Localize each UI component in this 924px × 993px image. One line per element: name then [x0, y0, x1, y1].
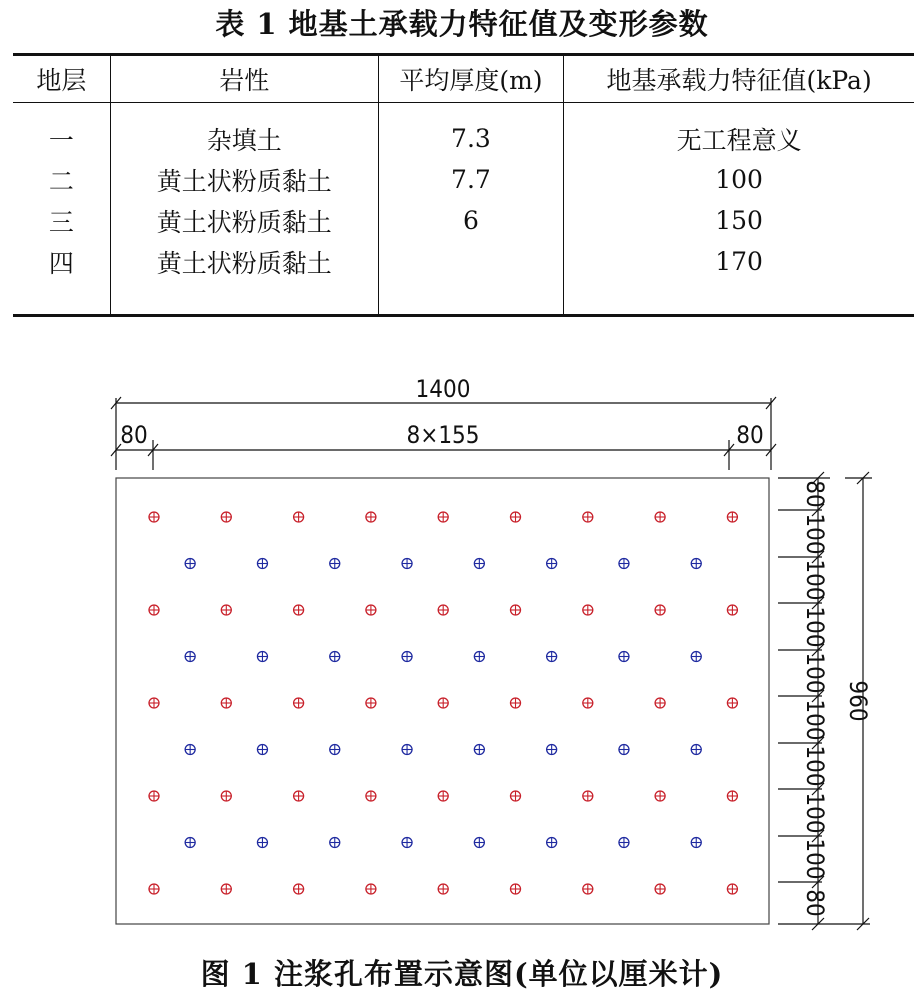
grouting-hole: [583, 698, 593, 708]
grouting-hole: [149, 884, 159, 894]
cell-lithology: 黄土状粉质黏土: [110, 159, 378, 200]
grouting-hole: [727, 605, 737, 615]
grouting-hole: [294, 884, 304, 894]
grouting-hole: [257, 745, 267, 755]
header-thickness: 平均厚度(m): [378, 55, 563, 103]
cell-stratum: 一: [48, 125, 74, 155]
cell-bearing-capacity: 无工程意义: [564, 118, 914, 159]
grouting-hole: [257, 652, 267, 662]
segment-label: 100: [801, 838, 829, 880]
grouting-hole: [330, 838, 340, 848]
grouting-hole: [691, 559, 701, 569]
grouting-hole: [149, 791, 159, 801]
table-spacer-row: [13, 103, 914, 119]
grouting-hole: [366, 605, 376, 615]
grouting-hole: [438, 698, 448, 708]
grouting-hole: [402, 745, 412, 755]
grouting-hole: [294, 605, 304, 615]
grouting-hole: [547, 838, 557, 848]
grouting-hole: [727, 698, 737, 708]
grouting-hole: [474, 652, 484, 662]
grouting-hole: [691, 745, 701, 755]
figure-caption: 图 1 注浆孔布置示意图(单位以厘米计): [200, 957, 724, 991]
vertical-segment-labels: [801, 480, 829, 916]
segment-label: 100: [801, 513, 829, 555]
grouting-hole: [294, 791, 304, 801]
table-row: [13, 241, 914, 282]
grouting-hole: [257, 838, 267, 848]
header-stratum: 地层: [13, 55, 110, 103]
grouting-hole: [619, 745, 629, 755]
header-lithology: 岩性: [110, 55, 378, 103]
table-title: 表 1 地基土承载力特征值及变形参数: [215, 7, 709, 41]
grouting-hole: [366, 791, 376, 801]
cell-thickness: 7.3: [378, 118, 563, 159]
grouting-hole: [547, 559, 557, 569]
table-header-row: [13, 55, 914, 103]
site-boundary: [116, 478, 769, 924]
grouting-hole: [511, 512, 521, 522]
grouting-hole: [366, 512, 376, 522]
segment-label: 80: [801, 889, 829, 917]
table-spacer-row: [13, 282, 914, 316]
grouting-hole: [547, 652, 557, 662]
grouting-hole: [474, 838, 484, 848]
grouting-hole: [402, 838, 412, 848]
grouting-hole: [691, 652, 701, 662]
grouting-hole: [511, 698, 521, 708]
cell-lithology: 杂填土: [110, 118, 378, 159]
grouting-hole: [330, 652, 340, 662]
table-row: [13, 118, 914, 159]
grouting-hole: [438, 884, 448, 894]
grouting-hole: [474, 745, 484, 755]
grouting-hole: [583, 791, 593, 801]
overall-width-label: 1400: [415, 375, 471, 403]
header-bearing-capacity: 地基承载力特征值(kPa): [564, 55, 914, 103]
overall-height-label: 960: [844, 680, 872, 722]
grouting-hole: [438, 791, 448, 801]
grouting-hole: [149, 512, 159, 522]
grouting-hole: [619, 838, 629, 848]
cell-thickness: 6: [378, 200, 563, 241]
table-row: [13, 200, 914, 241]
grouting-hole: [185, 559, 195, 569]
grouting-hole: [221, 605, 231, 615]
grouting-hole: [366, 698, 376, 708]
grouting-hole: [330, 745, 340, 755]
table-row: [13, 159, 914, 200]
grouting-hole: [185, 745, 195, 755]
grouting-hole: [474, 559, 484, 569]
segment-label: 100: [801, 745, 829, 787]
segment-label: 100: [801, 792, 829, 834]
grouting-hole: [294, 512, 304, 522]
segment-label: 100: [801, 699, 829, 741]
segment-label: 80: [801, 480, 829, 508]
grouting-hole-plan: [0, 360, 924, 952]
grouting-hole: [221, 698, 231, 708]
grouting-hole: [221, 512, 231, 522]
segment-label: 100: [801, 652, 829, 694]
soil-parameter-table: [13, 53, 914, 317]
left-margin-label: 80: [120, 421, 148, 449]
grouting-hole: [655, 698, 665, 708]
grouting-hole: [149, 698, 159, 708]
grouting-holes: [149, 512, 737, 894]
grouting-hole: [402, 559, 412, 569]
grouting-hole: [655, 605, 665, 615]
grouting-hole: [727, 884, 737, 894]
cell-lithology: 黄土状粉质黏土: [110, 200, 378, 241]
grouting-hole: [149, 605, 159, 615]
grouting-hole: [619, 652, 629, 662]
grouting-hole: [402, 652, 412, 662]
grouting-hole: [727, 512, 737, 522]
cell-bearing-capacity: 150: [564, 200, 914, 241]
grouting-hole: [511, 605, 521, 615]
grouting-hole: [257, 559, 267, 569]
grouting-hole: [438, 512, 448, 522]
grouting-hole: [655, 791, 665, 801]
grouting-hole: [655, 512, 665, 522]
grouting-hole: [619, 559, 629, 569]
cell-bearing-capacity: 100: [564, 159, 914, 200]
grouting-hole: [583, 512, 593, 522]
cell-bearing-capacity: 170: [564, 241, 914, 282]
grouting-hole: [221, 791, 231, 801]
cell-stratum: 三: [48, 207, 74, 237]
grouting-hole: [438, 605, 448, 615]
cell-stratum: 二: [48, 166, 74, 196]
grouting-hole: [366, 884, 376, 894]
grouting-hole: [185, 652, 195, 662]
grouting-hole: [185, 838, 195, 848]
segment-label: 100: [801, 606, 829, 648]
cell-lithology: 黄土状粉质黏土: [110, 241, 378, 282]
grouting-hole: [691, 838, 701, 848]
grouting-hole: [221, 884, 231, 894]
cell-thickness: [378, 241, 563, 282]
grouting-hole: [511, 884, 521, 894]
cell-stratum: 四: [48, 248, 74, 278]
grouting-hole: [330, 559, 340, 569]
grouting-hole: [511, 791, 521, 801]
grouting-hole: [727, 791, 737, 801]
right-margin-label: 80: [736, 421, 764, 449]
grouting-hole: [547, 745, 557, 755]
grouting-hole: [583, 605, 593, 615]
segment-label: 100: [801, 559, 829, 601]
grouting-hole: [294, 698, 304, 708]
spacing-label: 8×155: [406, 421, 480, 449]
grouting-hole: [655, 884, 665, 894]
cell-thickness: 7.7: [378, 159, 563, 200]
grouting-hole: [583, 884, 593, 894]
